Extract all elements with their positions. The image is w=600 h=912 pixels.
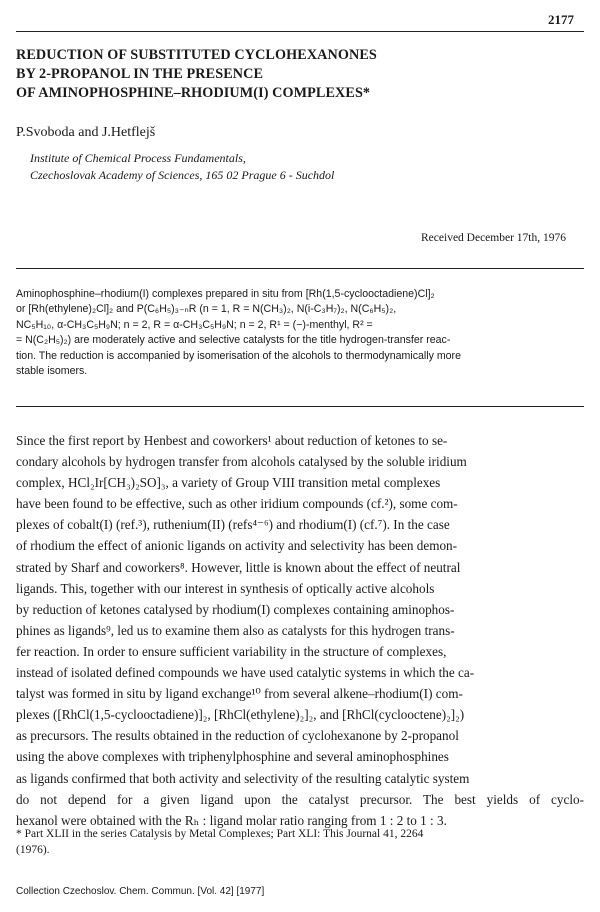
abstract-line: NC₅H₁₀, α-CH₃C₅H₉N; n = 2, R = α-CH₃C₅H₉N; n = 2, R¹ = (−)-menthyl, R² = <box>16 318 373 331</box>
body-line: phines as ligands⁹, led us to examine them also as catalysts for this hydrogen trans- <box>16 622 455 638</box>
abstract <box>16 287 582 379</box>
affiliation-line: Czechoslovak Academy of Sciences, 165 02 Prague 6 - Suchdol <box>30 168 335 182</box>
body-line: fer reaction. In order to ensure sufficient variability in the structure of complexes, <box>16 643 447 659</box>
abstract-line: = N(C₂H₅)₂) are moderately active and selective catalysts for the title hydrogen-transfer reac- <box>16 334 451 347</box>
received-date: Received December 17th, 1976 <box>421 232 566 244</box>
header-rule <box>16 31 584 32</box>
body-line: as precursors. The results obtained in the reduction of cyclohexanone by 2-propanol <box>16 728 459 744</box>
abstract-line: stable isomers. <box>16 365 88 378</box>
body-line: using the above complexes with triphenylphosphine and several aminophosphines <box>16 749 449 765</box>
abstract-line: tion. The reduction is accompanied by isomerisation of the alcohols to thermodynamically more <box>16 349 461 362</box>
body-line: condary alcohols by hydrogen transfer from alcohols catalysed by the soluble iridium <box>16 454 467 470</box>
footnote-line: (1976). <box>16 844 50 856</box>
page-number: 2177 <box>548 12 574 27</box>
title-line: OF AMINOPHOSPHINE–RHODIUM(I) COMPLEXES* <box>16 85 371 101</box>
body-line: instead of isolated defined compounds we have used catalytic systems in which the ca- <box>16 665 475 681</box>
authors: P.Svoboda and J.Hetflejš <box>16 125 156 140</box>
body-line: strated by Sharf and coworkers⁸. However, little is known about the effect of neutral <box>16 559 461 575</box>
body-line: of rhodium the effect of anionic ligands on activity and selectivity has been demon- <box>16 538 458 554</box>
abstract-line: or [Rh(ethylene)₂Cl]₂ and P(C₆H₅)₃₋ₙR (n = 1, R = N(CH₃)₂, N(i-C₃H₇)₂, N(C₆H₅)₂, <box>16 303 397 316</box>
journal-footer: Collection Czechoslov. Chem. Commun. [Vol. 42] [1977] <box>16 886 265 897</box>
abstract-bottom-rule <box>16 406 584 407</box>
body-line: Since the first report by Henbest and coworkers¹ about reduction of ketones to se- <box>16 433 448 448</box>
body-line: ligands. This, together with our interest in synthesis of optically active alcohols <box>16 580 435 596</box>
affiliation <box>30 150 334 184</box>
body-line: have been found to be effective, such as other iridium compounds (cf.²), some com- <box>16 496 458 512</box>
title-line: REDUCTION OF SUBSTITUTED CYCLOHEXANONES <box>16 47 377 63</box>
body-line: complex, HCl₂Ir[CH₃)₂SO]₃, a variety of Group VIII transition metal complexes <box>16 475 441 491</box>
body-line: talyst was formed in situ by ligand exchange¹⁰ from several alkene–rhodium(I) com- <box>16 686 463 702</box>
body-line: do not depend for a given ligand upon the catalyst precursor. The best yields of cyclo- <box>16 791 584 807</box>
footnote <box>16 826 584 858</box>
body-line: as ligands confirmed that both activity and selectivity of the resulting catalytic system <box>16 770 470 786</box>
footnote-line: * Part XLII in the series Catalysis by Metal Complexes; Part XLI: This Journal 41, 2264 <box>16 828 424 840</box>
body-line: by reduction of ketones catalysed by rhodium(I) complexes containing aminophos- <box>16 601 455 617</box>
body-text <box>16 430 584 831</box>
abstract-top-rule <box>16 268 584 269</box>
affiliation-line: Institute of Chemical Process Fundamentals, <box>30 151 246 165</box>
abstract-line: Aminophosphine–rhodium(I) complexes prepared in situ from [Rh(1,5-cyclooctadiene)Cl]₂ <box>16 288 435 300</box>
article-title <box>16 46 576 103</box>
body-line: hexanol were obtained with the Rₕ : ligand molar ratio ranging from 1 : 2 to 1 : 3. <box>16 812 447 828</box>
body-line: plexes ([RhCl(1,5-cyclooctadiene)]₂, [RhCl(ethylene)₂]₂, and [RhCl(cyclooctene)₂]₂) <box>16 707 465 723</box>
body-line: plexes of cobalt(I) (ref.³), ruthenium(II) (refs⁴⁻⁶) and rhodium(I) (cf.⁷). In the case <box>16 517 450 533</box>
title-line: BY 2-PROPANOL IN THE PRESENCE <box>16 66 264 82</box>
